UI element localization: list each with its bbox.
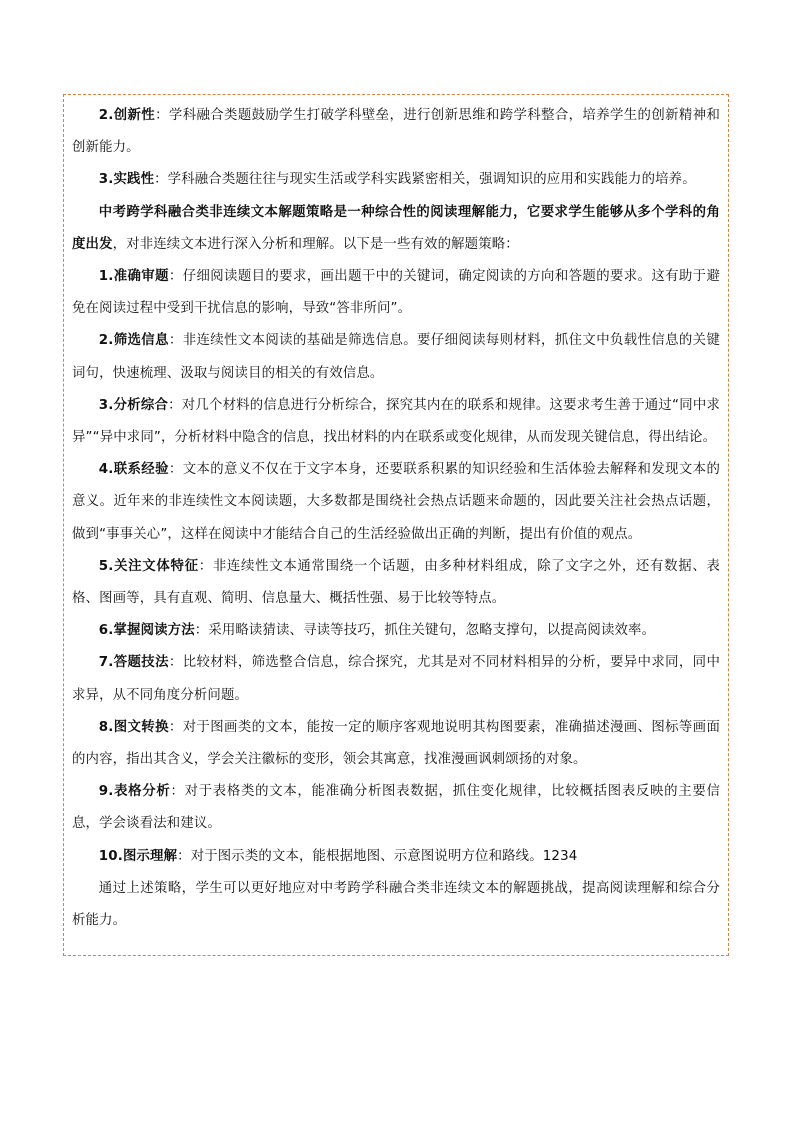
paragraph-separator: ： <box>168 397 182 413</box>
paragraph-innovation <box>72 100 720 164</box>
paragraph-lead: 7.答题技法 <box>98 655 169 671</box>
paragraph-lead: 5.关注文体特征 <box>98 558 199 574</box>
paragraph-strategy-8 <box>72 712 720 776</box>
paragraph-separator: ： <box>168 462 183 478</box>
paragraph-text: 比较材料，筛选整合信息，综合探究，尤其是对不同材料相异的分析，要异中求同，同中求异，从不同角度分析问题。 <box>72 655 720 703</box>
paragraph-separator: ： <box>154 172 168 188</box>
paragraph-lead: 10.图示理解 <box>98 848 178 864</box>
paragraph-lead: 1.准确审题 <box>98 269 169 285</box>
paragraph-text: 非连续性文本阅读的基础是筛选信息。要仔细阅读每则材料，抓住文中负载性信息的关键词句，快速梳理、汲取与阅读目的相关的有效信息。 <box>72 333 720 381</box>
paragraph-intro-strategy <box>72 197 720 261</box>
paragraph-text: 学科融合类题往往与现实生活或学科实践紧密相关，强调知识的应用和实践能力的培养。 <box>167 172 696 188</box>
paragraph-text: 仔细阅读题目的要求，画出题干中的关键词，确定阅读的方向和答题的要求。这有助于避免在阅读过程中受到干扰信息的影响，导致“答非所问”。 <box>72 269 720 317</box>
paragraph-separator: ： <box>168 269 183 285</box>
paragraph-text: 通过上述策略，学生可以更好地应对中考跨学科融合类非连续文本的解题挑战，提高阅读理解和综合分析能力。 <box>72 880 720 929</box>
paragraph-text: 学科融合类题鼓励学生打破学科壁垒，进行创新思维和跨学科整合，培养学生的创新精神和创新能力。 <box>72 108 721 156</box>
paragraph-lead: 3.分析综合 <box>98 397 169 413</box>
paragraph-separator: ： <box>198 558 213 574</box>
paragraph-text: 对于图示类的文本，能根据地图、示意图说明方位和路线。1234 <box>190 848 578 864</box>
paragraph-separator: ： <box>177 848 191 864</box>
paragraph-strategy-10 <box>72 841 720 873</box>
paragraph-strategy-9 <box>72 776 720 840</box>
paragraph-separator: ： <box>170 784 185 800</box>
paragraph-text: 文本的意义不仅在于文字本身，还要联系积累的知识经验和生活体验去解释和发现文本的意义。近年来的非连续性文本阅读题，大多数都是围绕社会热点话题来命题的，因此要关注社会热点话题，做到“事事关心”，这样在阅读中才能结合自己的生活经验做出正确的判断，提出有价值的观点。 <box>72 462 720 542</box>
paragraph-separator: ： <box>168 333 183 349</box>
paragraph-lead: 6.掌握阅读方法 <box>98 623 195 639</box>
paragraph-separator: ： <box>168 655 183 671</box>
paragraph-separator: ： <box>155 108 169 123</box>
strategy-text-body <box>72 100 720 937</box>
paragraph-lead: 2.创新性 <box>98 108 156 123</box>
paragraph-lead: 2.筛选信息 <box>98 333 169 349</box>
paragraph-strategy-4 <box>72 454 720 551</box>
paragraph-text: 非连续性文本通常围绕一个话题，由多种材料组成，除了文字之外，还有数据、表格、图画等，具有直观、简明、信息量大、概括性强、易于比较等特点。 <box>72 558 720 607</box>
paragraph-practicality <box>72 164 720 196</box>
paragraph-strategy-1 <box>72 261 720 325</box>
paragraph-strategy-6 <box>72 615 720 647</box>
paragraph-text: 采用略读猜读、寻读等技巧，抓住关键句，忽略支撑句，以提高阅读效率。 <box>208 623 656 639</box>
paragraph-strategy-7 <box>72 647 720 711</box>
paragraph-lead: 8.图文转换 <box>98 719 169 735</box>
paragraph-text: 对于图画类的文本，能按一定的顺序客观地说明其构图要素，准确描述漫画、图标等画面的内容，指出其含义，学会关注徽标的变形，领会其寓意，找准漫画讽刺颂扬的对象。 <box>72 719 720 768</box>
paragraph-strategy-5 <box>72 551 720 615</box>
paragraph-separator: ： <box>168 719 183 735</box>
paragraph-conclusion <box>72 873 720 937</box>
paragraph-lead: 9.表格分析 <box>98 784 171 800</box>
paragraph-strategy-2 <box>72 325 720 389</box>
paragraph-text: 对几个材料的信息进行分析综合，探究其内在的联系和规律。这要求考生善于通过“同中求异”“异中求同”，分析材料中隐含的信息，找出材料的内在联系或变化规律，从而发现关键信息，得出结论。 <box>72 397 720 446</box>
paragraph-separator: ： <box>194 623 209 639</box>
paragraph-strategy-3 <box>72 390 720 454</box>
paragraph-lead: 3.实践性 <box>98 172 155 188</box>
paragraph-lead: 中考跨学科融合类非连续文本解题策略是一种综合性的阅读理解能力，它要求学生能够从多个学科的角度出发 <box>72 204 720 252</box>
paragraph-lead: 4.联系经验 <box>98 462 169 478</box>
paragraph-text: ，对非连续文本进行深入分析和理解。以下是一些有效的解题策略： <box>112 236 519 252</box>
paragraph-text: 对于表格类的文本，能准确分析图表数据，抓住变化规律，比较概括图表反映的主要信息，学会谈看法和建议。 <box>72 784 720 832</box>
